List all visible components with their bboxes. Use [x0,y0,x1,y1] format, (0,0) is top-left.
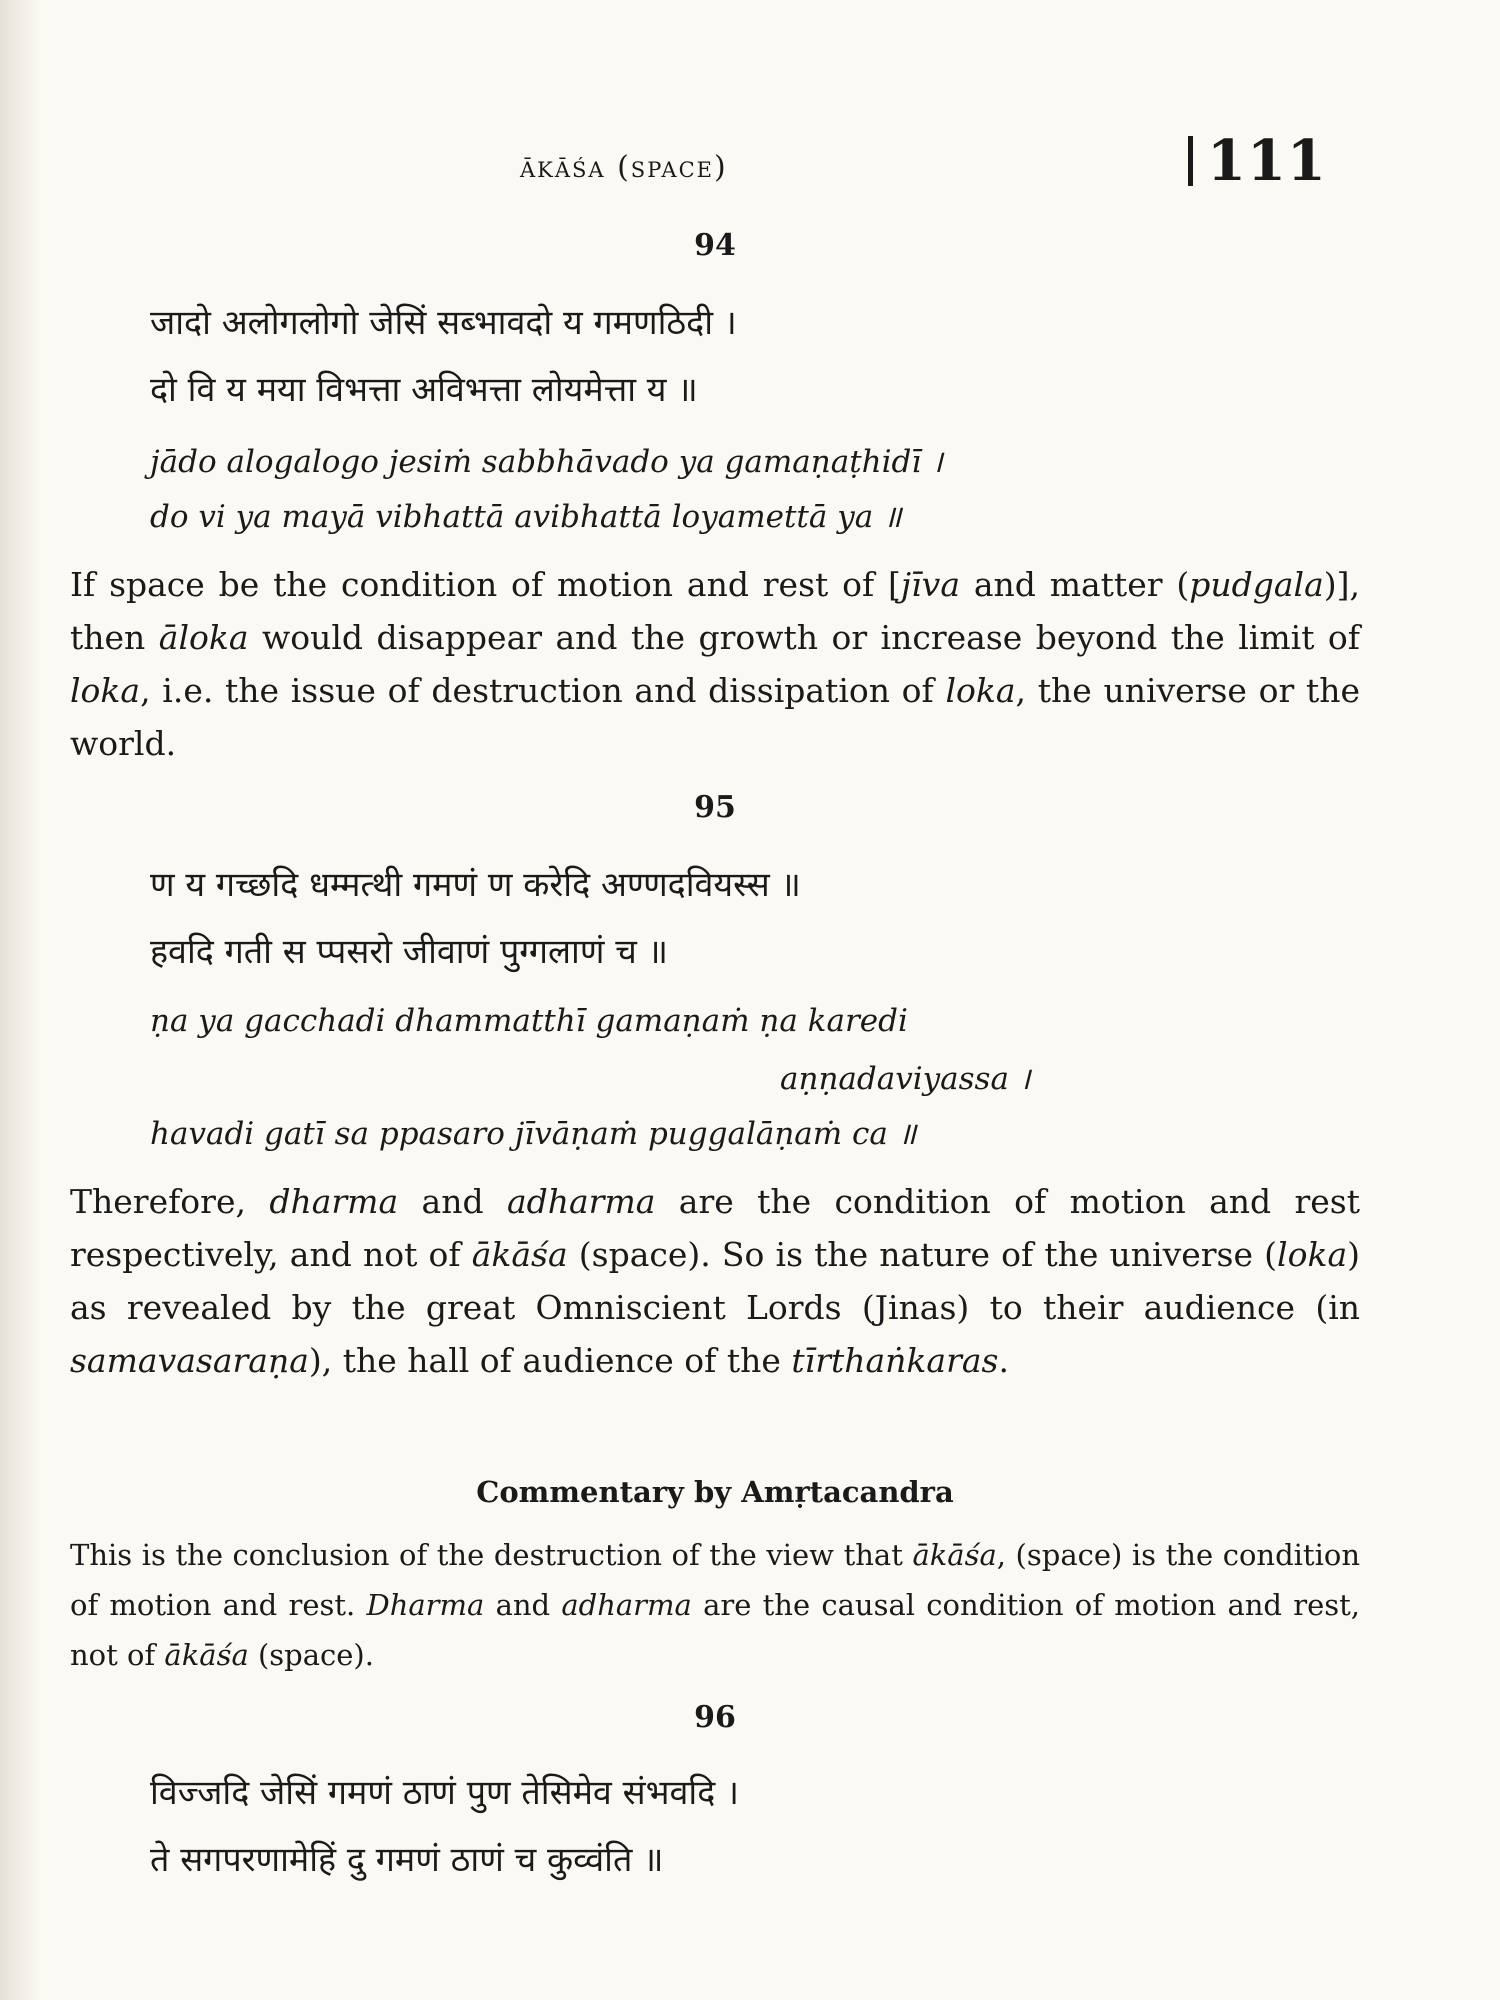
transliteration-line: havadi gatī sa ppasaro jīvāṇaṁ puggalāṇaṁ ca ॥ [150,1116,917,1152]
verse-number-94: 94 [694,228,736,263]
transliteration-line: ṇa ya gacchadi dhammatthī gamaṇaṁ ṇa karedi [150,1003,908,1039]
page-number-rule [1188,136,1193,186]
verse-number-96: 96 [694,1700,736,1735]
prakrit-line: विज्जदि जेसिं गमणं ठाणं पुण तेसिमेव संभवदि । [150,1773,739,1813]
page-number [1188,128,1327,194]
prakrit-line: ण य गच्छदि धम्मत्थी गमणं ण करेदि अण्णदवियस्स ॥ [150,865,801,905]
commentary-heading: Commentary by Amṛtacandra [476,1475,954,1509]
running-title: ākāśa (space) [520,150,728,185]
prakrit-line: हवदि गती स प्पसरो जीवाणं पुग्गलाणं च ॥ [150,932,668,972]
prakrit-line: जादो अलोगलोगो जेसिं सब्भावदो य गमणठिदी । [150,303,737,343]
translation-paragraph-94: If space be the condition of motion and rest of [jīva and matter (pudgala)], then āloka would disappear and the growth or increase beyond the limit of loka, i.e. the issue of destruction and dissipation of loka, the universe or the world. [70,565,1360,763]
prakrit-line: ते सगपरणामेहिं दु गमणं ठाणं च कुव्वंति ॥ [150,1840,664,1880]
commentary-paragraph: This is the conclusion of the destruction of the view that ākāśa, (space) is the condition of motion and rest. Dharma and adharma are the causal condition of motion and rest, not of ākāśa (space). [70,1538,1360,1672]
transliteration-continuation: aṇṇadaviyassa । [780,1061,1031,1097]
verse-number-95: 95 [694,790,736,825]
transliteration-line: do vi ya mayā vibhattā avibhattā loyamettā ya ॥ [150,499,902,535]
page-number-value: 111 [1207,128,1327,194]
transliteration-line: jādo alogalogo jesiṁ sabbhāvado ya gamaṇaṭhidī । [150,444,943,480]
translation-paragraph-95: Therefore, dharma and adharma are the condition of motion and rest respectively, and not of ākāśa (space). So is the nature of the universe (loka) as revealed by the great Omniscient Lords (Jinas) to their audience (in samavasaraṇa), the hall of audience of the tīrthaṅkaras. [70,1182,1360,1380]
prakrit-line: दो वि य मया विभत्ता अविभत्ता लोयमेत्ता य ॥ [150,370,698,410]
